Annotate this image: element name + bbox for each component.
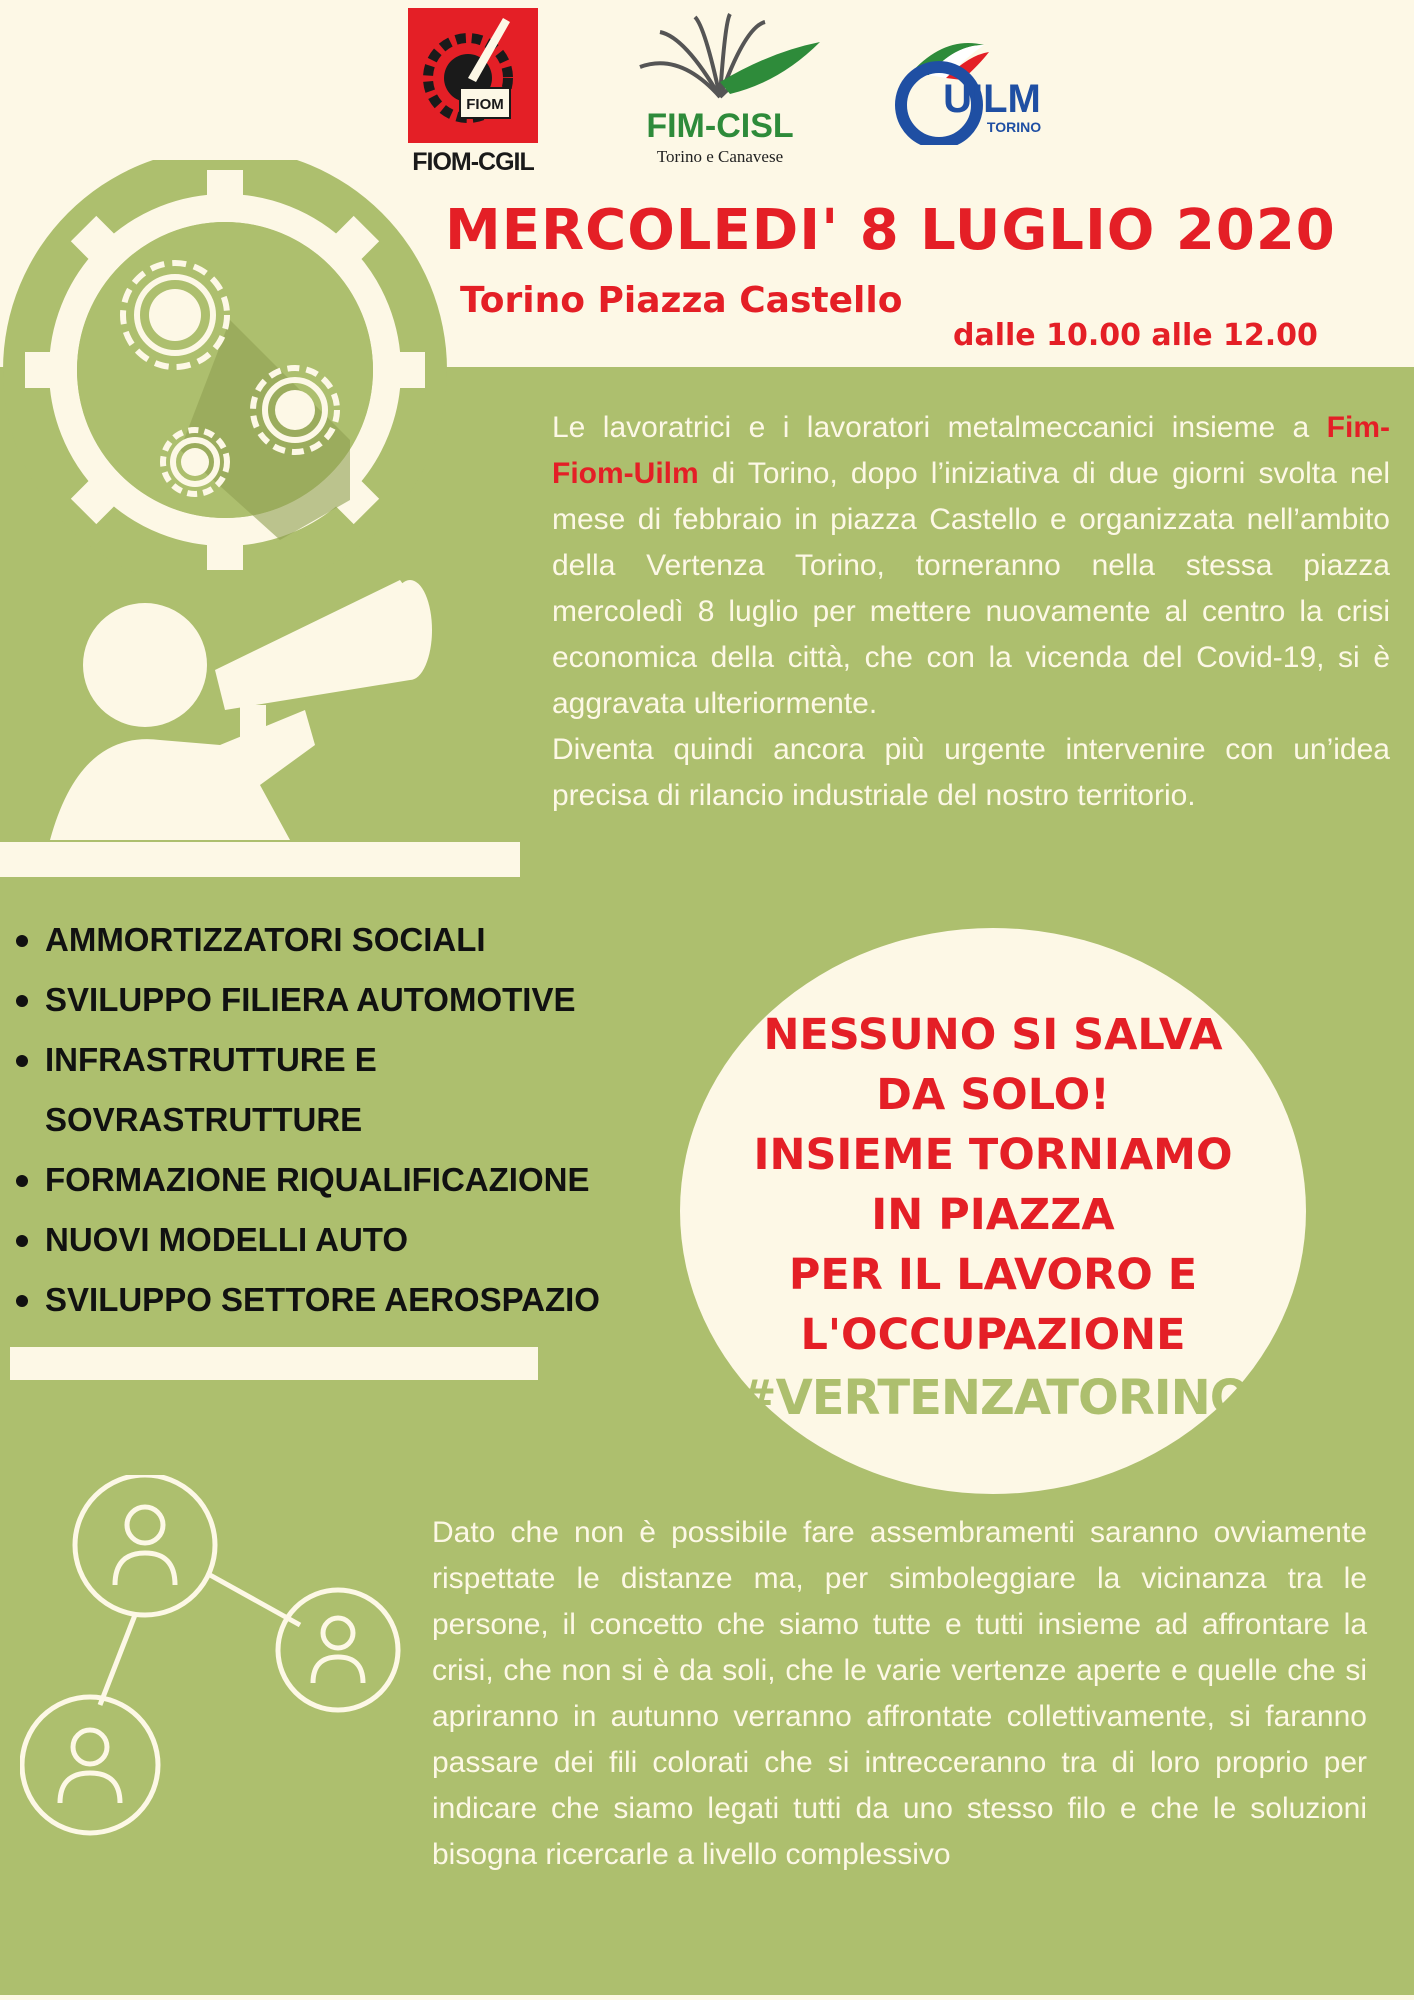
megaphone-person-icon: [40, 570, 440, 840]
fiom-cgil-logo: [408, 8, 538, 178]
slogan-line: INSIEME TORNIAMO: [753, 1130, 1233, 1180]
intro-part1: Le lavoratrici e i lavoratori metalmeccanici insieme a: [552, 411, 1327, 444]
intro-part2: di Torino, dopo l’iniziativa di due giorni svolta nel mese di febbraio in piazza Castello e organizzata nell’ambito della Vertenza Torino, torneranno nella stessa piazza mercoledì 8 luglio per mettere nuovamente al centro la crisi economica della città, che con la vicenda del Covid-19, si è aggravata ulteriormente.: [552, 457, 1390, 720]
slogan-line: PER IL LAVORO E: [788, 1250, 1198, 1300]
topic-item: [10, 1030, 445, 1150]
topic-item-text: INFRASTRUTTURE E SOVRASTRUTTURE: [45, 1041, 377, 1138]
fiom-badge-text: FIOM: [466, 96, 504, 113]
intro-paragraph: [552, 405, 1390, 819]
gears-illustration: [0, 160, 460, 580]
slogan-line: IN PIAZZA: [871, 1190, 1115, 1240]
fim-label: FIM-CISL: [646, 107, 794, 145]
event-place: Torino Piazza Castello: [460, 280, 903, 321]
footer-bar: [0, 1995, 1414, 2000]
slogan-line: DA SOLO!: [876, 1070, 1110, 1120]
topic-item: SVILUPPO SETTORE AEROSPAZIO: [10, 1270, 600, 1330]
topic-item: SVILUPPO FILIERA AUTOMOTIVE: [10, 970, 600, 1030]
fiom-label: FIOM-CGIL: [412, 148, 534, 176]
slogan-line: NESSUNO SI SALVA: [763, 1010, 1223, 1060]
uilm-label: UILM: [943, 77, 1041, 121]
topic-item: FORMAZIONE RIQUALIFICAZIONE: [10, 1150, 600, 1210]
event-time: dalle 10.00 alle 12.00: [953, 318, 1318, 353]
closing-paragraph: Dato che non è possibile fare assembramenti saranno ovviamente rispettate le distanze ma, per simboleggiare la vicinanza tra le persone, il concetto che siamo tutte e tutti insieme ad affrontare la crisi, che non si è da soli, che le varie vertenze aperte e quelle che si apriranno in autunno verranno affrontate collettivamente, si faranno passare dei fili colorati che si intrecceranno tra di loro proprio per indicare che siamo legati tutti da uno stesso filo e che le soluzioni bisogna ricercarle a livello complessivo: [432, 1516, 1367, 1871]
topics-list: [10, 910, 600, 1330]
fim-cisl-logo: [620, 12, 820, 170]
uilm-torino-logo: [884, 30, 1059, 145]
hashtag: #VERTENZATORINO: [736, 1370, 1250, 1426]
topic-item: AMMORTIZZATORI SOCIALI: [10, 910, 600, 970]
topic-item: NUOVI MODELLI AUTO: [10, 1210, 600, 1270]
people-network-icon: [20, 1475, 420, 1845]
divider-bar-top: [0, 842, 520, 877]
slogan-line: L'OCCUPAZIONE: [800, 1310, 1186, 1360]
intro-highlight: Fim-Fiom-Uilm: [552, 411, 1390, 490]
fim-sub: Torino e Canavese: [656, 147, 784, 166]
intro-part3: Diventa quindi ancora più urgente intervenire con un’idea precisa di rilancio industriale del nostro territorio.: [552, 733, 1390, 812]
slogan-text: [690, 1005, 1296, 1365]
divider-bar-bottom: [10, 1347, 538, 1380]
uilm-sub: TORINO: [986, 119, 1042, 135]
event-date: MERCOLEDI' 8 LUGLIO 2020: [445, 198, 1336, 263]
